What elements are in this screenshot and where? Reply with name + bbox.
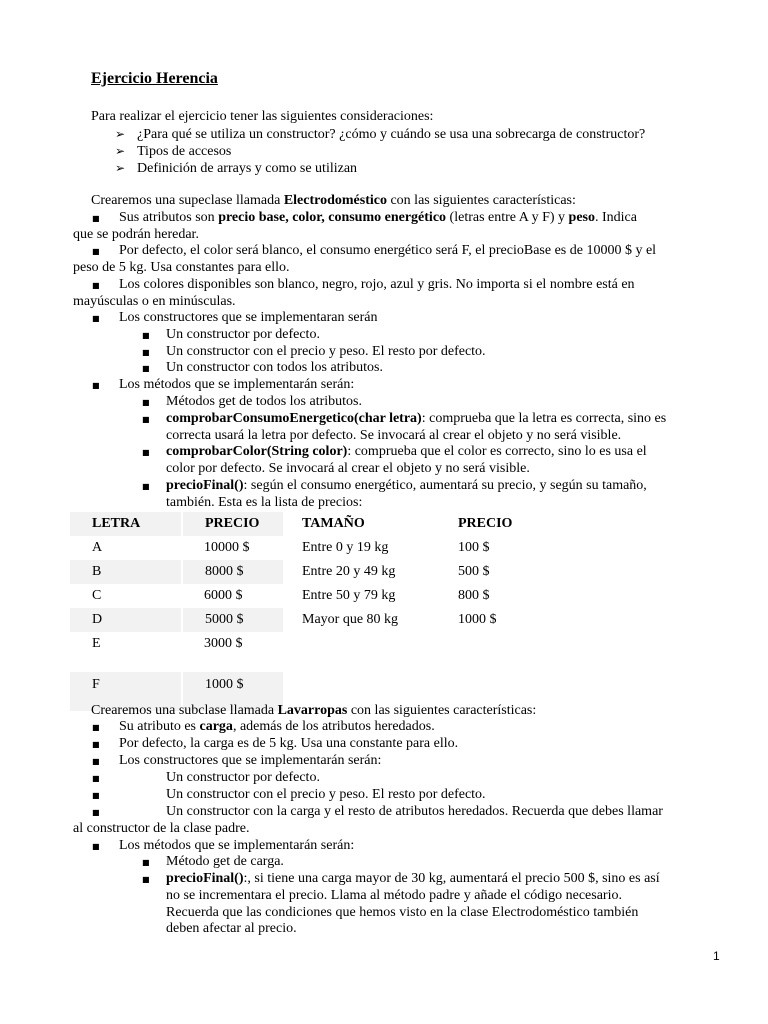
electro-methods-head: Los métodos que se implementarán serán: xyxy=(119,377,355,392)
electro-attrs-cont: que se podrán heredar. xyxy=(73,227,199,242)
lava-method-cont: no se incrementara el precio. Llama al método padre y añade el código necesario. xyxy=(166,888,622,903)
lava-ctor-item: Un constructor con el precio y peso. El resto por defecto. xyxy=(166,787,486,802)
electro-method-item: comprobarConsumoEnergetico(char letra): comprueba que la letra es correcta, sino es xyxy=(166,411,667,426)
square-bullet-icon: ■ xyxy=(92,314,100,323)
table-row xyxy=(280,608,538,632)
electro-default: Por defecto, el color será blanco, el consumo energético será F, el precioBase es de 10000 $ y el xyxy=(119,243,657,258)
table-cell: 3000 $ xyxy=(204,636,243,651)
square-bullet-icon: ■ xyxy=(142,448,150,457)
table-cell: A xyxy=(92,539,103,555)
square-bullet-icon: ■ xyxy=(142,364,150,373)
table-row xyxy=(280,536,538,560)
lava-default: Por defecto, la carga es de 5 kg. Usa una constante para ello. xyxy=(119,736,459,751)
table-cell: Entre 50 y 79 kg xyxy=(302,587,396,603)
square-bullet-icon: ■ xyxy=(92,757,100,766)
table-cell: 800 $ xyxy=(458,587,490,603)
square-bullet-icon: ■ xyxy=(92,791,100,800)
table-header-cell: LETRA xyxy=(70,512,182,536)
table-row xyxy=(70,536,283,560)
square-bullet-icon: ■ xyxy=(92,281,100,290)
lava-ctor-head: Los constructores que se implementarán serán: xyxy=(119,753,382,768)
table-row xyxy=(70,608,283,632)
lava-attr: Su atributo es carga, además de los atributos heredados. xyxy=(119,719,435,734)
lava-method-cont: deben afectar al precio. xyxy=(166,921,297,936)
electro-method-item: precioFinal(): según el consumo energético, aumentará su precio, y según su tamaño, xyxy=(166,478,647,493)
table-cell: 1000 $ xyxy=(205,677,244,692)
letter-price-table xyxy=(70,512,283,711)
page-title: Ejercicio Herencia xyxy=(91,70,218,87)
electro-ctor-item: Un constructor por defecto. xyxy=(166,327,320,342)
table-row xyxy=(280,584,538,608)
table-cell: 10000 $ xyxy=(204,539,250,555)
electro-attrs: Sus atributos son precio base, color, consumo energético (letras entre A y F) y peso. Indica xyxy=(119,210,637,225)
square-bullet-icon: ■ xyxy=(142,482,150,491)
electro-method-item: comprobarColor(String color): comprueba que el color es correcto, sino lo es usa el xyxy=(166,444,647,459)
table-cell: 1000 $ xyxy=(458,611,497,627)
square-bullet-icon: ■ xyxy=(92,808,100,817)
page-number: 1 xyxy=(713,949,720,963)
table-cell: 8000 $ xyxy=(205,563,244,579)
lava-intro: Crearemos una subclase llamada Lavarropas con las siguientes características: xyxy=(91,703,537,718)
lava-ctor-cont: al constructor de la clase padre. xyxy=(73,821,250,836)
square-bullet-icon: ■ xyxy=(92,842,100,851)
square-bullet-icon: ■ xyxy=(92,774,100,783)
electro-ctor-head: Los constructores que se implementaran serán xyxy=(119,310,378,325)
table-cell: E xyxy=(92,636,101,651)
table-cell: 100 $ xyxy=(458,539,490,555)
electro-intro: Crearemos una supeclase llamada Electrodoméstico con las siguientes características: xyxy=(91,193,576,208)
consideration-item: ➢ Tipos de accesos xyxy=(115,144,232,159)
table-cell: B xyxy=(70,560,182,584)
electro-method-item: Métodos get de todos los atributos. xyxy=(166,394,362,409)
table-header-cell: TAMAÑO xyxy=(302,515,365,531)
square-bullet-icon: ■ xyxy=(92,723,100,732)
table-row xyxy=(70,560,283,584)
square-bullet-icon: ■ xyxy=(92,214,100,223)
lava-ctor-item: Un constructor por defecto. xyxy=(166,770,320,785)
square-bullet-icon: ■ xyxy=(92,247,100,256)
table-cell: 6000 $ xyxy=(204,587,243,603)
lava-method-item: Método get de carga. xyxy=(166,854,284,869)
consideration-item: ➢ Definición de arrays y como se utilizan xyxy=(115,161,358,176)
table-row xyxy=(70,632,283,672)
table-cell: 500 $ xyxy=(458,563,490,579)
table-cell: Entre 0 y 19 kg xyxy=(302,539,389,555)
table-cell: F xyxy=(70,672,182,711)
electro-method-cont: también. Esta es la lista de precios: xyxy=(166,495,363,510)
arrow-bullet-icon: ➢ xyxy=(115,127,126,141)
arrow-bullet-icon: ➢ xyxy=(115,144,126,158)
square-bullet-icon: ■ xyxy=(92,740,100,749)
arrow-bullet-icon: ➢ xyxy=(115,161,126,175)
electro-method-cont: color por defecto. Se invocará al crear el objeto y no será visible. xyxy=(166,461,530,476)
square-bullet-icon: ■ xyxy=(142,415,150,424)
lava-method-item: precioFinal():, si tiene una carga mayor de 30 kg, aumentará el precio 500 $, sino es así xyxy=(166,871,660,886)
table-header-row xyxy=(280,512,538,536)
electro-ctor-item: Un constructor con el precio y peso. El resto por defecto. xyxy=(166,344,486,359)
electro-colors: Los colores disponibles son blanco, negro, rojo, azul y gris. No importa si el nombre está en xyxy=(119,277,635,292)
table-cell: D xyxy=(70,608,182,632)
table-header-row xyxy=(70,512,283,536)
intro-text: Para realizar el ejercicio tener las siguientes consideraciones: xyxy=(91,109,434,124)
square-bullet-icon: ■ xyxy=(92,381,100,390)
lava-method-cont: Recuerda que las condiciones que hemos visto en la clase Electrodoméstico también xyxy=(166,905,639,920)
square-bullet-icon: ■ xyxy=(142,331,150,340)
electro-method-cont: correcta usará la letra por defecto. Se invocará al crear el objeto y no será visible. xyxy=(166,428,622,443)
table-row xyxy=(70,584,283,608)
square-bullet-icon: ■ xyxy=(142,348,150,357)
square-bullet-icon: ■ xyxy=(142,875,150,884)
square-bullet-icon: ■ xyxy=(142,398,150,407)
table-cell: Entre 20 y 49 kg xyxy=(302,563,396,579)
lava-methods-head: Los métodos que se implementarán serán: xyxy=(119,838,355,853)
table-header-cell: PRECIO xyxy=(205,515,260,531)
table-cell: 5000 $ xyxy=(205,611,244,627)
electro-default-cont: peso de 5 kg. Usa constantes para ello. xyxy=(73,260,290,275)
electro-colors-cont: mayúsculas o en minúsculas. xyxy=(73,294,236,309)
electro-ctor-item: Un constructor con todos los atributos. xyxy=(166,360,383,375)
table-row xyxy=(280,560,538,584)
square-bullet-icon: ■ xyxy=(142,858,150,867)
lava-ctor-item: Un constructor con la carga y el resto de atributos heredados. Recuerda que debes llamar xyxy=(166,804,663,819)
consideration-item: ➢ ¿Para qué se utiliza un constructor? ¿cómo y cuándo se usa una sobrecarga de constructor? xyxy=(115,127,646,142)
table-cell: Mayor que 80 kg xyxy=(302,611,399,627)
table-header-cell: PRECIO xyxy=(458,515,513,531)
table-cell: C xyxy=(92,587,102,603)
size-price-table xyxy=(280,512,538,632)
